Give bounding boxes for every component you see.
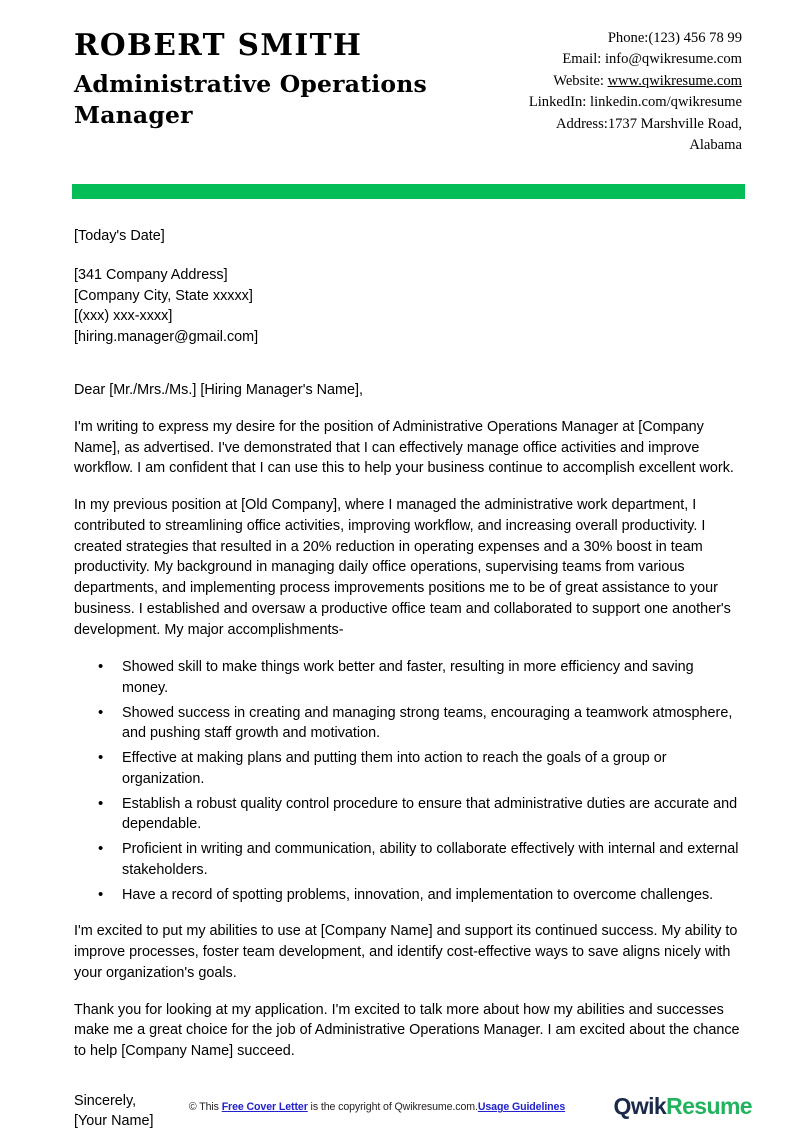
list-item: • Have a record of spotting problems, innovation, and implementation to overcome challenges. <box>122 885 743 906</box>
list-item: • Showed skill to make things work better and faster, resulting in more efficiency and saving money. <box>122 657 743 698</box>
contact-website <box>529 71 742 92</box>
contact-address-line-1: Address:1737 Marshville Road, <box>555 115 742 132</box>
recipient-line: [341 Company Address] <box>74 267 228 284</box>
letter-date: [Today's Date] <box>74 227 165 244</box>
free-cover-letter-link[interactable]: Free Cover Letter <box>221 1101 308 1113</box>
contact-phone: Phone:(123) 456 78 99 <box>607 30 742 46</box>
contact-address-line-2: Alabama <box>689 137 742 154</box>
applicant-name: ROBERT SMITH <box>74 27 363 62</box>
logo-text-qwik: Qwik <box>613 1093 667 1119</box>
closing-salutation: Sincerely, <box>74 1092 137 1109</box>
qwikresume-logo[interactable] <box>614 1093 752 1120</box>
contact-website-link[interactable]: www.qwikresume.com <box>607 72 742 89</box>
footer-text-before-link: This <box>196 1101 222 1113</box>
recipient-line: [Company City, State xxxxx] <box>74 287 253 304</box>
salutation: Dear [Mr./Mrs./Ms.] [Hiring Manager's Name], <box>74 382 364 399</box>
logo-text-resume: Resume <box>666 1093 752 1119</box>
contact-details <box>529 24 742 157</box>
contact-linkedin: LinkedIn: linkedin.com/qwikresume <box>528 94 742 111</box>
contact-email: Email: info@qwikresume.com <box>562 51 742 68</box>
recipient-address-block <box>74 265 743 347</box>
usage-guidelines-link[interactable]: Usage Guidelines <box>477 1101 566 1113</box>
letter-body <box>0 226 800 1132</box>
body-paragraph-3: I'm excited to put my abilities to use at [Company Name] and support its continued success. My ability to improve processes, foster team development, and identify cost-effective ways to save aligns nicely with your organization's goals. <box>74 923 738 981</box>
copyright-icon: © <box>188 1101 197 1113</box>
signature-name: [Your Name] <box>74 1113 154 1130</box>
accent-divider-bar <box>72 184 745 199</box>
list-item: • Effective at making plans and putting them into action to reach the goals of a group or organization. <box>122 748 743 789</box>
recipient-line: [(xxx) xxx-xxxx] <box>74 308 173 325</box>
accomplishments-list <box>74 657 743 905</box>
header-identity <box>74 24 474 131</box>
applicant-job-title: Administrative Operations Manager <box>74 69 427 129</box>
list-item: • Showed success in creating and managing strong teams, encouraging a teamwork atmosphere, and pushing staff growth and motivation. <box>122 703 743 744</box>
list-item: • Proficient in writing and communication, ability to collaborate effectively with internal and external stakeholders. <box>122 839 743 880</box>
footer-copyright-text <box>189 1101 565 1113</box>
list-item: • Establish a robust quality control procedure to ensure that administrative duties are accurate and dependable. <box>122 794 743 835</box>
body-paragraph-1: I'm writing to express my desire for the position of Administrative Operations Manager at [Company Name], as advertised. I've demonstrated that I can effectively manage office activities and improve workflow. I am confident that I can use this to help your business continue to accomplish excellent work. <box>74 418 734 477</box>
contact-website-label: Website: <box>553 72 608 89</box>
letter-header <box>0 0 800 157</box>
recipient-line: [hiring.manager@gmail.com] <box>74 328 259 345</box>
footer-text-middle: is the copyright of Qwikresume.com. <box>307 1101 478 1113</box>
body-paragraph-2: In my previous position at [Old Company], where I managed the administrative work department, I contributed to streamlining office activities, improving workflow, and increasing overall productivity. I created strategies that resulted in a 20% reduction in operating expenses and a 30% boost in team productivity. My background in managing daily office operations, supervising teams from various departments, and implementing process improvements positions me to be of great assistance to your business. I established and oversaw a productive office team and collaborated to support one another's development. My major accomplishments- <box>74 497 731 638</box>
body-paragraph-4: Thank you for looking at my application. I'm excited to talk more about how my abilities and successes make me a great choice for the job of Administrative Operations Manager. I am excited about the chance to help [Company Name] succeed. <box>74 1001 740 1059</box>
